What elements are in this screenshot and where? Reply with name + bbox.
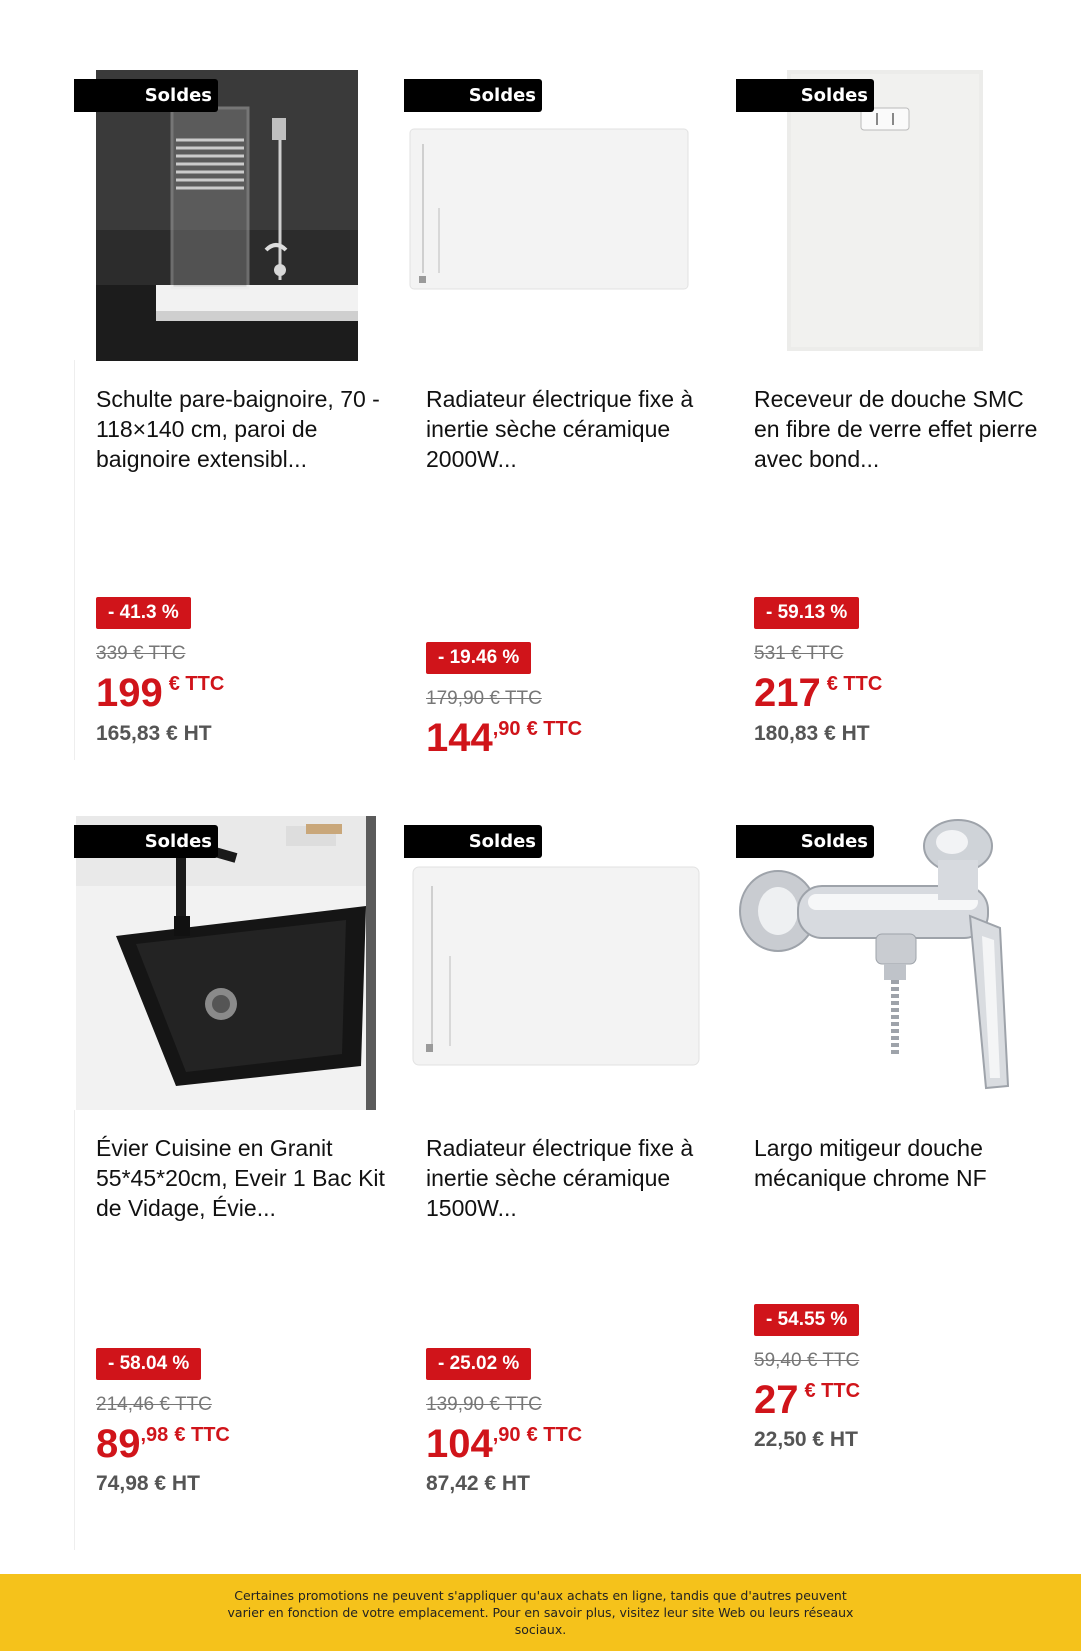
sale-badge: Soldes xyxy=(404,79,542,112)
product-title[interactable]: Largo mitigeur douche mécanique chrome NF xyxy=(754,1135,987,1191)
price-integer: 217 xyxy=(754,671,821,715)
discount-badge: - 41.3 % xyxy=(96,597,191,629)
price-ht: 165,83 € HT xyxy=(96,722,212,745)
price-integer: 199 xyxy=(96,671,163,715)
sale-badge: Soldes xyxy=(736,79,874,112)
price-decimals: ,90 xyxy=(492,1424,521,1446)
shower-tray-image[interactable] xyxy=(787,70,983,351)
footer-disclaimer xyxy=(0,1574,1081,1651)
product-title[interactable]: Radiateur électrique fixe à inertie sèche céramique 2000W... xyxy=(426,386,694,472)
price-integer: 104 xyxy=(426,1422,493,1466)
old-price: 214,46 € TTC xyxy=(96,1394,212,1415)
product-title[interactable]: Receveur de douche SMC en fibre de verre effet pierre avec bond... xyxy=(754,386,1038,472)
old-price: 179,90 € TTC xyxy=(426,688,542,709)
discount-badge: - 59.13 % xyxy=(754,597,859,629)
discount-badge: - 58.04 % xyxy=(96,1348,201,1380)
product-title[interactable]: Radiateur électrique fixe à inertie sèche céramique 1500W... xyxy=(426,1135,694,1221)
discount-badge: - 25.02 % xyxy=(426,1348,531,1380)
price-ht: 87,42 € HT xyxy=(426,1472,530,1495)
sale-badge: Soldes xyxy=(74,79,218,112)
old-price: 139,90 € TTC xyxy=(426,1394,542,1415)
kitchen-sink-image[interactable] xyxy=(76,816,376,1110)
price-currency: € TTC xyxy=(804,1380,861,1402)
current-price xyxy=(754,1380,860,1420)
price-ht: 74,98 € HT xyxy=(96,1472,200,1495)
price-currency: € TTC xyxy=(526,718,583,740)
product-title[interactable]: Évier Cuisine en Granit 55*45*20cm, Eveir 1 Bac Kit de Vidage, Évie... xyxy=(96,1135,385,1221)
current-price xyxy=(426,718,582,758)
current-price xyxy=(96,673,224,713)
product-card[interactable] xyxy=(404,816,704,1556)
old-price: 339 € TTC xyxy=(96,643,186,664)
current-price xyxy=(96,1424,230,1464)
sale-badge: Soldes xyxy=(736,825,874,858)
discount-badge: - 19.46 % xyxy=(426,642,531,674)
price-currency: € TTC xyxy=(174,1424,230,1446)
sale-badge: Soldes xyxy=(404,825,542,858)
price-integer: 144 xyxy=(426,716,493,760)
product-card[interactable] xyxy=(732,816,1032,1556)
product-card[interactable] xyxy=(74,816,385,1556)
current-price xyxy=(426,1424,582,1464)
product-title[interactable]: Schulte pare-baignoire, 70 - 118×140 cm, paroi de baignoire extensibl... xyxy=(96,386,380,472)
product-card[interactable] xyxy=(404,70,704,770)
radiator-image[interactable] xyxy=(409,128,689,290)
radiator-image[interactable] xyxy=(412,866,700,1066)
old-price: 531 € TTC xyxy=(754,643,844,664)
price-currency: € TTC xyxy=(168,673,225,695)
price-decimals: ,90 xyxy=(492,718,521,740)
sale-badge: Soldes xyxy=(74,825,218,858)
shower-screen-image[interactable] xyxy=(96,70,358,361)
price-integer: 89 xyxy=(96,1422,141,1466)
price-ht: 22,50 € HT xyxy=(754,1428,858,1451)
price-integer: 27 xyxy=(754,1378,799,1422)
footer-text: Certaines promotions ne peuvent s'appliquer qu'aux achats en ligne, tandis que d'autres peuvent varier en fonction de votre emplacement. Pour en savoir plus, visitez leur site Web ou leurs réseaux sociaux. xyxy=(227,1588,854,1637)
product-card[interactable] xyxy=(732,70,1038,770)
price-currency: € TTC xyxy=(826,673,883,695)
discount-badge: - 54.55 % xyxy=(754,1304,859,1336)
price-currency: € TTC xyxy=(526,1424,583,1446)
price-decimals: ,98 xyxy=(140,1424,169,1446)
product-card[interactable] xyxy=(74,70,380,770)
old-price: 59,40 € TTC xyxy=(754,1350,860,1371)
price-ht: 180,83 € HT xyxy=(754,722,870,745)
current-price xyxy=(754,673,882,713)
shower-mixer-image[interactable] xyxy=(738,816,1028,1096)
